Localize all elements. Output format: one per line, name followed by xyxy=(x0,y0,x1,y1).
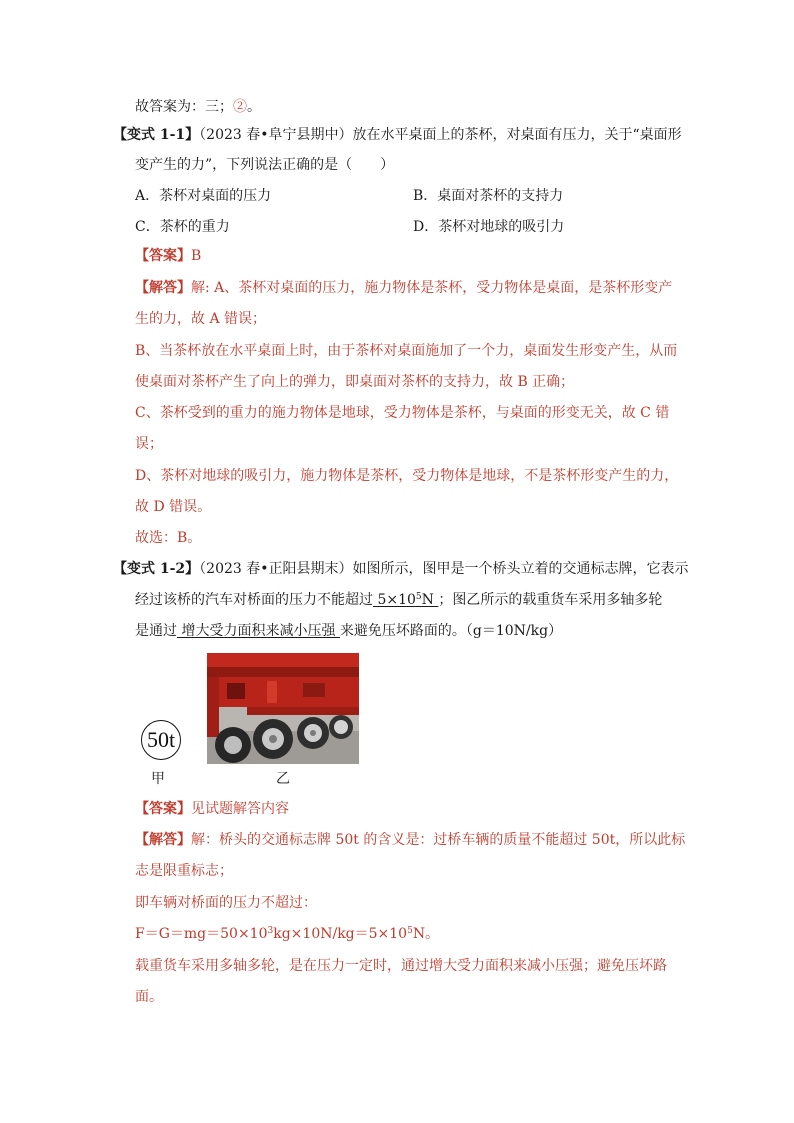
blank1-unit: N xyxy=(421,592,439,608)
q1-answer-tag: 【答案】 xyxy=(135,248,191,264)
blank1-base: 5×10 xyxy=(373,592,416,608)
q1-analysis-b2: 使桌面对茶杯产生了向上的弹力，即桌面对茶杯的支持力，故 B 正确； xyxy=(135,374,575,390)
blank1-exponent: 5 xyxy=(415,592,422,602)
q2-analysis-formula xyxy=(135,924,439,944)
prev-answer-line xyxy=(135,97,261,117)
q1-option-b: B．桌面对茶杯的支持力 xyxy=(413,188,564,204)
q1-choose: 故选：B。 xyxy=(135,530,202,546)
q2-stem-line3 xyxy=(135,621,562,641)
q1-analysis-a2: 生的力，故 A 错误； xyxy=(135,311,267,327)
label-yi: 乙 xyxy=(276,771,290,787)
q1-analysis-d2: 故 D 错误。 xyxy=(135,499,212,515)
sign-text: 50t xyxy=(146,727,176,752)
q2-stem-text2: 经过该桥的汽车对桥面的压力不能超过 xyxy=(135,592,373,608)
q1-analysis-a1 xyxy=(135,278,672,298)
formula-part3: N。 xyxy=(412,926,440,942)
formula-exp2: 5 xyxy=(407,926,413,936)
prev-answer-text: 故答案为：三； xyxy=(135,99,233,115)
q2-analysis-s1 xyxy=(135,830,685,850)
q1-analysis-b1: B、当茶杯放在水平桌面上时，由于茶杯对桌面施加了一个力，桌面发生形变产生，从而 xyxy=(135,343,678,359)
formula-exp1: 3 xyxy=(267,926,274,936)
q2-stem-text3b: 来避免压坏路面的。（g＝10N/kg） xyxy=(339,623,563,639)
q2-stem-text1: （2023 春•正阳县期末）如图所示，图甲是一个桥头立着的交通标志牌，它表示 xyxy=(199,561,689,577)
q2-analysis-s2: 志是限重标志； xyxy=(135,863,233,879)
formula-part2: kg×10N/kg＝5×10 xyxy=(273,926,408,942)
q1-tag: 【变式 1-1】 xyxy=(113,127,200,143)
q2-analysis-s6: 面。 xyxy=(135,989,163,1005)
q2-answer-tag: 【答案】 xyxy=(135,801,191,817)
q2-answer-line xyxy=(135,799,289,819)
multi-axle-truck-photo xyxy=(207,653,359,764)
q1-stem-line2: 变产生的力”，下列说法正确的是（ ） xyxy=(135,157,395,173)
formula-part1: F＝G＝mg＝50×10 xyxy=(135,926,268,942)
q2-analysis-s3: 即车辆对桥面的压力不超过： xyxy=(135,895,317,911)
q1-option-c: C．茶杯的重力 xyxy=(135,219,230,235)
circled-answer: ② xyxy=(233,99,247,115)
q2-answer-value: 见试题解答内容 xyxy=(191,801,289,817)
q1-analysis-d1: D、茶杯对地球的吸引力，施力物体是茶杯，受力物体是地球，不是茶杯形变产生的力， xyxy=(135,468,679,484)
q2-stem-text3a: 是通过 xyxy=(135,623,177,639)
q2-stem-line2 xyxy=(135,590,662,610)
q2-blank-1 xyxy=(373,592,438,608)
q1-analysis-c2: 误； xyxy=(135,436,163,452)
q2-blank-2: 增大受力面积来减小压强 xyxy=(177,623,340,639)
q1-analysis-tag: 【解答】 xyxy=(135,280,191,296)
q1-analysis-c1: C、茶杯受到的重力的施力物体是地球，受力物体是茶杯，与桌面的形变无关，故 C 错 xyxy=(135,405,670,421)
q2-stem-text2b: ；图乙所示的载重货车采用多轴多轮 xyxy=(438,592,663,608)
weight-limit-sign xyxy=(141,720,181,760)
prev-answer-end: 。 xyxy=(247,99,261,115)
q2-tag: 【变式 1-2】 xyxy=(113,561,200,577)
q1-stem-line1 xyxy=(113,125,682,145)
q2-analysis-tag: 【解答】 xyxy=(135,832,191,848)
q2-stem-line1 xyxy=(113,559,689,579)
label-jia: 甲 xyxy=(151,771,165,787)
q2-analysis-s1-text: 解：桥头的交通标志牌 50t 的含义是：过桥车辆的质量不能超过 50t，所以此标 xyxy=(191,832,686,848)
q1-option-a: A．茶杯对桌面的压力 xyxy=(135,188,272,204)
q1-answer-line xyxy=(135,246,201,266)
q1-answer-value: B xyxy=(191,248,202,264)
q1-analysis-a1-text: 解: A、茶杯对桌面的压力，施力物体是茶杯，受力物体是桌面，是茶杯形变产 xyxy=(191,280,673,296)
q1-option-d: D．茶杯对地球的吸引力 xyxy=(413,219,565,235)
q1-stem-text1: （2023 春•阜宁县期中）放在水平桌面上的茶杯，对桌面有压力，关于“桌面形 xyxy=(199,127,682,143)
q2-analysis-s5: 载重货车采用多轴多轮，是在压力一定时，通过增大受力面积来减小压强；避免压坏路 xyxy=(135,958,667,974)
